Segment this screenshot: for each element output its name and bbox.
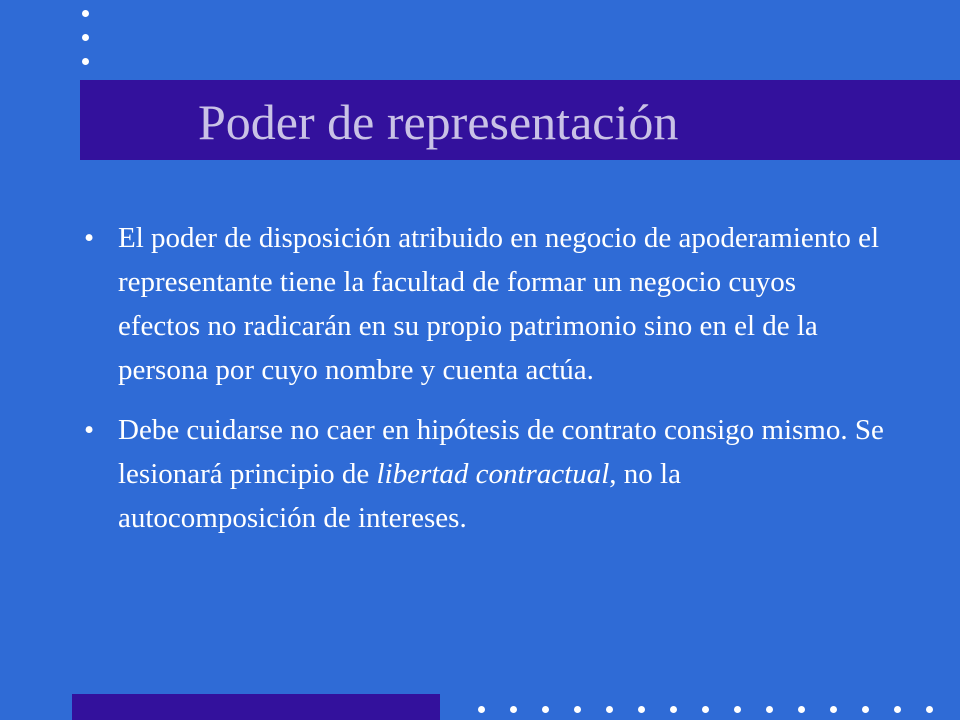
slide-title: Poder de representación bbox=[198, 94, 679, 150]
dot bbox=[542, 706, 549, 713]
bottom-accent-bar bbox=[72, 694, 440, 720]
dot bbox=[638, 706, 645, 713]
dot bbox=[766, 706, 773, 713]
bullet-text-italic: libertad contractual bbox=[376, 458, 610, 490]
dot bbox=[82, 58, 89, 65]
bullet-marker: • bbox=[84, 222, 95, 254]
bullet-item bbox=[84, 216, 884, 392]
bullet-list bbox=[84, 216, 884, 556]
bullet-text: Debe cuidarse no caer en hipótesis de contrato consigo mismo. Se lesionará principio de bbox=[118, 414, 884, 490]
dot bbox=[82, 34, 89, 41]
decorative-dots-top bbox=[82, 10, 94, 74]
dot bbox=[894, 706, 901, 713]
dot bbox=[574, 706, 581, 713]
decorative-dots-bottom bbox=[470, 700, 960, 720]
bullet-text: El poder de disposición atribuido en negocio de apoderamiento el representante tiene la facultad de formar un negocio cuyos efectos no radicarán en su propio patrimonio sino en el de la persona por cuyo nombre y cuenta actúa. bbox=[118, 222, 880, 386]
dot bbox=[734, 706, 741, 713]
bullet-item bbox=[84, 408, 884, 540]
dot bbox=[670, 706, 677, 713]
dot bbox=[862, 706, 869, 713]
bullet-text: , no la autocomposición de intereses. bbox=[118, 458, 681, 534]
dot bbox=[830, 706, 837, 713]
dot bbox=[478, 706, 485, 713]
dot bbox=[798, 706, 805, 713]
dot bbox=[702, 706, 709, 713]
bullet-marker: • bbox=[84, 414, 95, 446]
dot bbox=[510, 706, 517, 713]
dot bbox=[82, 10, 89, 17]
dot bbox=[926, 706, 933, 713]
dot bbox=[606, 706, 613, 713]
